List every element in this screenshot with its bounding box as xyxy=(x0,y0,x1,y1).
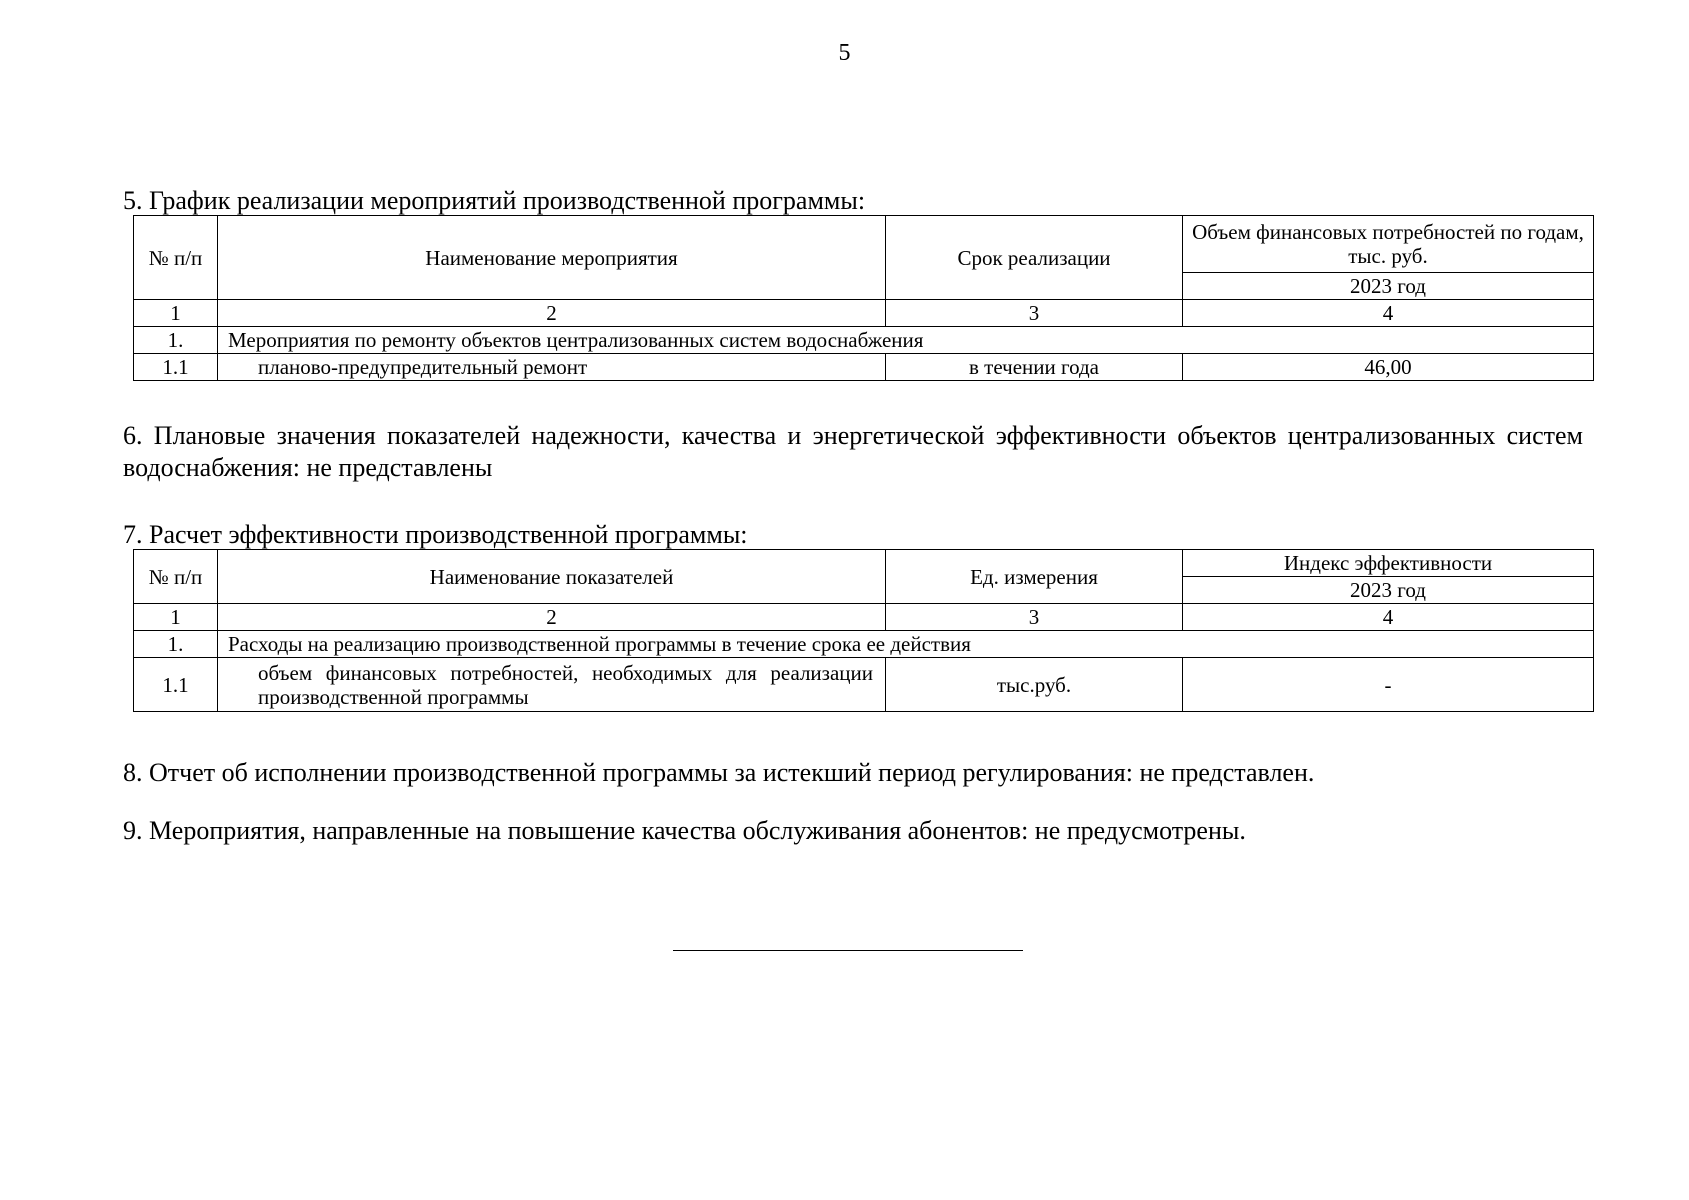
page-number: 5 xyxy=(838,40,851,66)
header-unit: Ед. измерения xyxy=(886,550,1183,604)
index-cell: 2 xyxy=(218,300,886,327)
row-name: планово-предупредительный ремонт xyxy=(218,354,886,381)
efficiency-table xyxy=(133,549,1594,712)
group-title: Мероприятия по ремонту объектов централизованных систем водоснабжения xyxy=(218,327,1594,354)
row-value: 46,00 xyxy=(1183,354,1594,381)
header-name: Наименование показателей xyxy=(218,550,886,604)
row-num: 1.1 xyxy=(134,658,218,712)
index-row xyxy=(134,604,1594,631)
table-row xyxy=(134,658,1594,712)
group-num: 1. xyxy=(134,327,218,354)
section-9-text: 9. Мероприятия, направленные на повышение качества обслуживания абонентов: не предусмотрены. xyxy=(123,816,1246,845)
index-cell: 1 xyxy=(134,604,218,631)
section-8-text: 8. Отчет об исполнении производственной программы за истекший период регулирования: не представлен. xyxy=(123,758,1315,787)
group-row xyxy=(134,631,1594,658)
group-row xyxy=(134,327,1594,354)
group-title: Расходы на реализацию производственной программы в течение срока ее действия xyxy=(218,631,1594,658)
header-num: № п/п xyxy=(134,550,218,604)
group-num: 1. xyxy=(134,631,218,658)
index-cell: 3 xyxy=(886,604,1183,631)
header-year: 2023 год xyxy=(1183,273,1594,300)
header-num: № п/п xyxy=(134,216,218,300)
row-value: - xyxy=(1183,658,1594,712)
index-cell: 2 xyxy=(218,604,886,631)
row-name: объем финансовых потребностей, необходимых для реализации производственной программы xyxy=(218,658,886,712)
header-volume: Объем финансовых потребностей по годам, тыс. руб. xyxy=(1183,216,1594,273)
header-term: Срок реализации xyxy=(886,216,1183,300)
index-cell: 4 xyxy=(1183,604,1594,631)
index-cell: 4 xyxy=(1183,300,1594,327)
header-year: 2023 год xyxy=(1183,577,1594,604)
section-7-heading: 7. Расчет эффективности производственной программы: xyxy=(123,520,748,549)
index-row xyxy=(134,300,1594,327)
closing-separator-line xyxy=(673,950,1023,951)
table-row xyxy=(134,354,1594,381)
section-6-text: 6. Плановые значения показателей надежности, качества и энергетической эффективности объектов централизованных систем водоснабжения: не представлены xyxy=(123,421,1583,482)
row-term: в течении года xyxy=(886,354,1183,381)
implementation-schedule-table xyxy=(133,215,1594,381)
index-cell: 3 xyxy=(886,300,1183,327)
row-num: 1.1 xyxy=(134,354,218,381)
row-unit: тыс.руб. xyxy=(886,658,1183,712)
section-5-heading: 5. График реализации мероприятий производственной программы: xyxy=(123,186,866,215)
index-cell: 1 xyxy=(134,300,218,327)
header-name: Наименование мероприятия xyxy=(218,216,886,300)
header-index: Индекс эффективности xyxy=(1183,550,1594,577)
